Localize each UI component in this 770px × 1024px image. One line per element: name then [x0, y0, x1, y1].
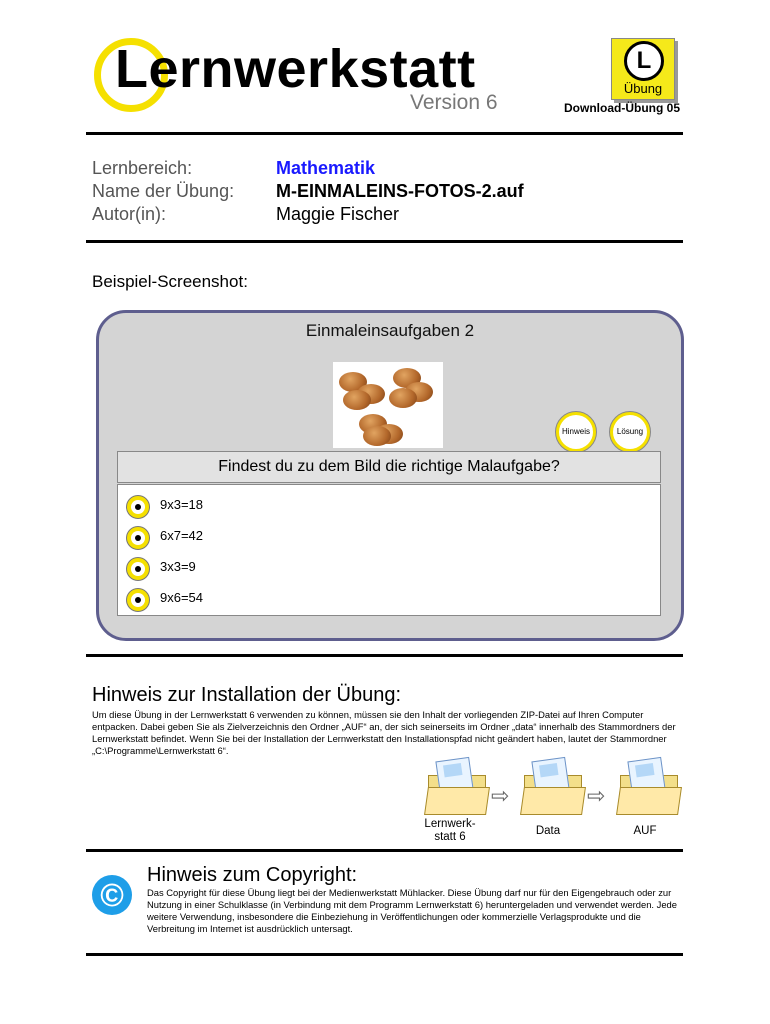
logo-version: Version 6 — [410, 91, 498, 114]
copyright-icon: © — [92, 875, 132, 915]
install-text: Um diese Übung in der Lernwerkstatt 6 verwenden zu können, müssen sie den Inhalt der vorliegenden ZIP-Datei auf Ihren Computer entpacken. Dabei geben Sie als Zielverzeichnis den Ordner „AUF“ an, der sich seinerseits im Ordner „data“ innerhalb des Stammordners der Lernwerkstatt befindet. Wenn Sie bei der Installation der Lernwerkstatt den Installationspfad nicht geändert haben, lautet der Stammordner „C:\Programme\Lernwerkstatt 6“. — [92, 709, 676, 756]
meta-value-name: M-EINMALEINS-FOTOS-2.auf — [276, 181, 524, 201]
answer-option-label: 9x3=18 — [160, 497, 204, 512]
answer-options — [117, 484, 661, 616]
folder-label-auf: AUF — [633, 825, 657, 837]
answer-option-label: 3x3=9 — [160, 559, 196, 574]
folder-icon — [426, 757, 488, 819]
uebung-badge-letter: L — [624, 41, 664, 81]
logo-text: Lernwerkstatt — [115, 39, 476, 99]
arrow-right-icon: ⇨ — [587, 783, 606, 808]
copyright-title: Hinweis zum Copyright: — [147, 864, 358, 886]
uebung-badge-label: Übung — [623, 81, 663, 96]
copyright-text: Das Copyright für diese Übung liegt bei der Medienwerkstatt Mühlacker. Diese Übung darf nur für den Eigengebrauch oder zur Nutzung in einer Schulklasse (in Verbindung mit dem Programm Lernwerkstatt 6) heruntergeladen und verwendet werden. Jede weitere Verwendung, insbesondere die Einbeziehung in Veröffentlichungen oder kommerzielle Verlagsprodukte und die Verbreitung im Internet ist ausdrücklich untersagt. — [147, 887, 677, 934]
nut-image — [389, 388, 417, 408]
nuts-photo — [333, 362, 443, 448]
divider — [86, 654, 683, 657]
install-title: Hinweis zur Installation der Übung: — [92, 684, 402, 706]
folder-icon — [522, 757, 584, 819]
meta-label-author: Autor(in): — [92, 204, 167, 224]
divider — [86, 132, 683, 135]
arrow-right-icon: ⇨ — [491, 783, 510, 808]
screenshot-heading: Beispiel-Screenshot: — [92, 272, 248, 291]
radio-button[interactable] — [126, 526, 150, 550]
download-label: Download-Übung 05 — [564, 101, 680, 115]
nut-image — [363, 426, 391, 446]
hint-button-label: Hinweis — [559, 415, 593, 449]
nut-image — [343, 390, 371, 410]
divider — [86, 849, 683, 852]
solution-button-label: Lösung — [613, 415, 647, 449]
radio-button[interactable] — [126, 495, 150, 519]
meta-value-author: Maggie Fischer — [276, 204, 400, 224]
example-screenshot — [96, 310, 684, 641]
radio-button[interactable] — [126, 557, 150, 581]
solution-button[interactable] — [609, 411, 651, 453]
meta-label-name: Name der Übung: — [92, 181, 235, 201]
radio-button[interactable] — [126, 588, 150, 612]
question-text: Findest du zu dem Bild die richtige Malaufgabe? — [117, 451, 661, 483]
uebung-badge — [611, 38, 675, 100]
folder-icon — [618, 757, 680, 819]
divider — [86, 240, 683, 243]
folder-label-lernwerkstatt: Lernwerk- statt 6 — [424, 818, 476, 843]
answer-option-label: 9x6=54 — [160, 590, 204, 605]
divider — [86, 953, 683, 956]
exercise-title: Einmaleinsaufgaben 2 — [305, 321, 475, 340]
meta-label-subject: Lernbereich: — [92, 158, 193, 178]
hint-button[interactable] — [555, 411, 597, 453]
meta-value-subject: Mathematik — [276, 158, 376, 178]
folder-label-data: Data — [535, 825, 561, 837]
answer-option-label: 6x7=42 — [160, 528, 204, 543]
